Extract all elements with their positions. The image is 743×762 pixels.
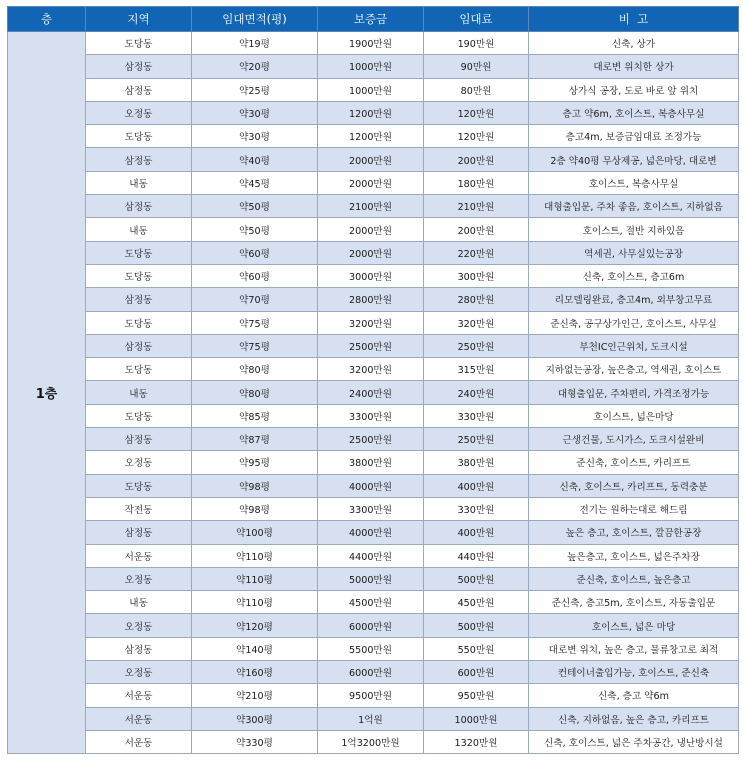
table-row — [8, 684, 739, 707]
cell-rent: 1320만원 — [424, 730, 529, 753]
table-row — [8, 218, 739, 241]
cell-deposit: 2000만원 — [318, 148, 424, 171]
cell-deposit: 1900만원 — [318, 32, 424, 55]
cell-deposit: 3000만원 — [318, 264, 424, 287]
table-header — [8, 7, 739, 32]
cell-note: 리모델링완료, 층고4m, 외부창고무료 — [529, 288, 739, 311]
cell-region: 삼정동 — [86, 78, 192, 101]
cell-region: 삼정동 — [86, 428, 192, 451]
cell-deposit: 1200만원 — [318, 101, 424, 124]
cell-region: 오정동 — [86, 614, 192, 637]
cell-region: 도당동 — [86, 358, 192, 381]
cell-area: 약20평 — [192, 55, 318, 78]
cell-rent: 450만원 — [424, 591, 529, 614]
cell-rent: 250만원 — [424, 334, 529, 357]
header-rent: 임대료 — [424, 7, 529, 32]
table-row — [8, 311, 739, 334]
cell-deposit: 9500만원 — [318, 684, 424, 707]
cell-area: 약19평 — [192, 32, 318, 55]
table-row — [8, 148, 739, 171]
table-body — [8, 32, 739, 754]
cell-note: 전기는 원하는대로 해드림 — [529, 497, 739, 520]
cell-region: 삼정동 — [86, 288, 192, 311]
cell-area: 약30평 — [192, 101, 318, 124]
cell-region: 삼정동 — [86, 55, 192, 78]
cell-note: 준신축, 공구상가인근, 호이스트, 사무실 — [529, 311, 739, 334]
cell-rent: 180만원 — [424, 171, 529, 194]
cell-deposit: 1000만원 — [318, 55, 424, 78]
cell-deposit: 3800만원 — [318, 451, 424, 474]
cell-region: 서운동 — [86, 684, 192, 707]
cell-region: 서운동 — [86, 707, 192, 730]
cell-note: 대로변 위치한 상가 — [529, 55, 739, 78]
cell-region: 내동 — [86, 591, 192, 614]
cell-region: 도당동 — [86, 264, 192, 287]
cell-rent: 330만원 — [424, 404, 529, 427]
table-row — [8, 101, 739, 124]
cell-rent: 400만원 — [424, 474, 529, 497]
cell-note: 신축, 지하없음, 높은 층고, 카리프트 — [529, 707, 739, 730]
cell-region: 삼정동 — [86, 195, 192, 218]
cell-area: 약85평 — [192, 404, 318, 427]
cell-area: 약140평 — [192, 637, 318, 660]
cell-rent: 550만원 — [424, 637, 529, 660]
cell-note: 지하없는공장, 높은층고, 역세권, 호이스트 — [529, 358, 739, 381]
cell-note: 부천IC인근위치, 도크시설 — [529, 334, 739, 357]
table-row — [8, 497, 739, 520]
cell-rent: 120만원 — [424, 125, 529, 148]
cell-rent: 330만원 — [424, 497, 529, 520]
cell-region: 삼정동 — [86, 148, 192, 171]
cell-region: 도당동 — [86, 404, 192, 427]
cell-note: 신축, 호이스트, 층고6m — [529, 264, 739, 287]
cell-area: 약110평 — [192, 544, 318, 567]
cell-region: 내동 — [86, 381, 192, 404]
cell-note: 준신축, 층고5m, 호이스트, 자동출입문 — [529, 591, 739, 614]
cell-rent: 190만원 — [424, 32, 529, 55]
header-area: 임대면적(평) — [192, 7, 318, 32]
cell-area: 약330평 — [192, 730, 318, 753]
cell-note: 호이스트, 넓은 마당 — [529, 614, 739, 637]
cell-note: 대형출입문, 주차편리, 가격조정가능 — [529, 381, 739, 404]
cell-area: 약40평 — [192, 148, 318, 171]
header-row — [8, 7, 739, 32]
table-row — [8, 55, 739, 78]
cell-area: 약98평 — [192, 497, 318, 520]
cell-note: 층고 약6m, 호이스트, 복층사무실 — [529, 101, 739, 124]
cell-deposit: 2800만원 — [318, 288, 424, 311]
cell-rent: 240만원 — [424, 381, 529, 404]
cell-note: 준신축, 호이스트, 카리프트 — [529, 451, 739, 474]
cell-note: 준신축, 호이스트, 높은층고 — [529, 567, 739, 590]
cell-region: 내동 — [86, 171, 192, 194]
cell-deposit: 2400만원 — [318, 381, 424, 404]
cell-area: 약100평 — [192, 521, 318, 544]
cell-rent: 200만원 — [424, 148, 529, 171]
cell-deposit: 2000만원 — [318, 171, 424, 194]
cell-region: 오정동 — [86, 567, 192, 590]
table-row — [8, 637, 739, 660]
cell-area: 약300평 — [192, 707, 318, 730]
cell-area: 약110평 — [192, 567, 318, 590]
cell-rent: 250만원 — [424, 428, 529, 451]
header-note: 비 고 — [529, 7, 739, 32]
cell-region: 도당동 — [86, 125, 192, 148]
cell-note: 호이스트, 넓은마당 — [529, 404, 739, 427]
cell-rent: 500만원 — [424, 614, 529, 637]
cell-area: 약110평 — [192, 591, 318, 614]
cell-deposit: 2100만원 — [318, 195, 424, 218]
cell-area: 약87평 — [192, 428, 318, 451]
cell-note: 높은 층고, 호이스트, 깔끔한공장 — [529, 521, 739, 544]
cell-note: 상가식 공장, 도로 바로 앞 위치 — [529, 78, 739, 101]
cell-region: 도당동 — [86, 32, 192, 55]
cell-rent: 950만원 — [424, 684, 529, 707]
cell-rent: 315만원 — [424, 358, 529, 381]
cell-note: 컨테이너출입가능, 호이스트, 준신축 — [529, 661, 739, 684]
cell-deposit: 4400만원 — [318, 544, 424, 567]
cell-rent: 400만원 — [424, 521, 529, 544]
cell-area: 약160평 — [192, 661, 318, 684]
cell-area: 약45평 — [192, 171, 318, 194]
cell-area: 약60평 — [192, 241, 318, 264]
cell-rent: 380만원 — [424, 451, 529, 474]
cell-note: 역세권, 사무실있는공장 — [529, 241, 739, 264]
table-row — [8, 521, 739, 544]
cell-area: 약30평 — [192, 125, 318, 148]
cell-deposit: 4000만원 — [318, 521, 424, 544]
header-floor: 층 — [8, 7, 86, 32]
cell-region: 삼정동 — [86, 521, 192, 544]
table-row — [8, 567, 739, 590]
cell-note: 대형출입문, 주차 좋음, 호이스트, 지하없음 — [529, 195, 739, 218]
table-row — [8, 730, 739, 753]
table-row — [8, 32, 739, 55]
table-row — [8, 195, 739, 218]
cell-rent: 120만원 — [424, 101, 529, 124]
cell-deposit: 1억원 — [318, 707, 424, 730]
floor-cell: 1층 — [8, 32, 86, 754]
cell-region: 작전동 — [86, 497, 192, 520]
cell-deposit: 2000만원 — [318, 218, 424, 241]
cell-region: 오정동 — [86, 661, 192, 684]
cell-rent: 1000만원 — [424, 707, 529, 730]
cell-note: 높은층고, 호이스트, 넓은주차장 — [529, 544, 739, 567]
cell-rent: 300만원 — [424, 264, 529, 287]
table-row — [8, 404, 739, 427]
cell-region: 오정동 — [86, 101, 192, 124]
cell-rent: 440만원 — [424, 544, 529, 567]
cell-area: 약75평 — [192, 334, 318, 357]
cell-deposit: 6000만원 — [318, 661, 424, 684]
cell-deposit: 1000만원 — [318, 78, 424, 101]
cell-deposit: 4500만원 — [318, 591, 424, 614]
cell-deposit: 2500만원 — [318, 334, 424, 357]
cell-area: 약50평 — [192, 218, 318, 241]
cell-region: 오정동 — [86, 451, 192, 474]
cell-deposit: 5000만원 — [318, 567, 424, 590]
cell-area: 약210평 — [192, 684, 318, 707]
cell-deposit: 3200만원 — [318, 311, 424, 334]
table-row — [8, 474, 739, 497]
table-row — [8, 661, 739, 684]
rental-listing-table — [7, 6, 739, 754]
cell-region: 서운동 — [86, 544, 192, 567]
cell-region: 내동 — [86, 218, 192, 241]
cell-deposit: 2500만원 — [318, 428, 424, 451]
cell-region: 삼정동 — [86, 334, 192, 357]
cell-deposit: 3300만원 — [318, 404, 424, 427]
cell-note: 신축, 상가 — [529, 32, 739, 55]
table-row — [8, 544, 739, 567]
cell-note: 2층 약40평 무상제공, 넓은마당, 대로변 — [529, 148, 739, 171]
table-row — [8, 381, 739, 404]
cell-note: 신축, 호이스트, 넓은 주차공간, 냉난방시설 — [529, 730, 739, 753]
cell-rent: 90만원 — [424, 55, 529, 78]
cell-rent: 600만원 — [424, 661, 529, 684]
cell-rent: 80만원 — [424, 78, 529, 101]
cell-region: 도당동 — [86, 311, 192, 334]
cell-rent: 200만원 — [424, 218, 529, 241]
table-row — [8, 707, 739, 730]
table-row — [8, 241, 739, 264]
table-row — [8, 288, 739, 311]
cell-note: 대로변 위치, 높은 층고, 물류창고로 최적 — [529, 637, 739, 660]
table-row — [8, 171, 739, 194]
cell-note: 호이스트, 복층사무실 — [529, 171, 739, 194]
cell-rent: 280만원 — [424, 288, 529, 311]
cell-region: 삼정동 — [86, 637, 192, 660]
cell-area: 약25평 — [192, 78, 318, 101]
cell-area: 약98평 — [192, 474, 318, 497]
cell-deposit: 5500만원 — [318, 637, 424, 660]
cell-note: 호이스트, 절반 지하있음 — [529, 218, 739, 241]
table-row — [8, 358, 739, 381]
cell-deposit: 4000만원 — [318, 474, 424, 497]
table-row — [8, 264, 739, 287]
table-row — [8, 451, 739, 474]
cell-area: 약75평 — [192, 311, 318, 334]
cell-note: 층고4m, 보증금임대료 조정가능 — [529, 125, 739, 148]
cell-region: 도당동 — [86, 241, 192, 264]
cell-deposit: 3200만원 — [318, 358, 424, 381]
cell-area: 약95평 — [192, 451, 318, 474]
table-row — [8, 428, 739, 451]
cell-region: 서운동 — [86, 730, 192, 753]
table-row — [8, 614, 739, 637]
table-row — [8, 334, 739, 357]
cell-rent: 210만원 — [424, 195, 529, 218]
table-row — [8, 125, 739, 148]
header-deposit: 보증금 — [318, 7, 424, 32]
table-row — [8, 591, 739, 614]
cell-area: 약70평 — [192, 288, 318, 311]
cell-area: 약80평 — [192, 381, 318, 404]
cell-note: 근생건물, 도시가스, 도크시설완비 — [529, 428, 739, 451]
cell-note: 신축, 층고 약6m — [529, 684, 739, 707]
cell-area: 약120평 — [192, 614, 318, 637]
cell-region: 도당동 — [86, 474, 192, 497]
cell-note: 신축, 호이스트, 카리프트, 동력충분 — [529, 474, 739, 497]
cell-area: 약80평 — [192, 358, 318, 381]
cell-rent: 320만원 — [424, 311, 529, 334]
cell-deposit: 6000만원 — [318, 614, 424, 637]
cell-deposit: 3300만원 — [318, 497, 424, 520]
header-region: 지역 — [86, 7, 192, 32]
cell-rent: 500만원 — [424, 567, 529, 590]
table-row — [8, 78, 739, 101]
cell-deposit: 1200만원 — [318, 125, 424, 148]
cell-deposit: 2000만원 — [318, 241, 424, 264]
cell-area: 약50평 — [192, 195, 318, 218]
cell-deposit: 1억3200만원 — [318, 730, 424, 753]
cell-area: 약60평 — [192, 264, 318, 287]
cell-rent: 220만원 — [424, 241, 529, 264]
